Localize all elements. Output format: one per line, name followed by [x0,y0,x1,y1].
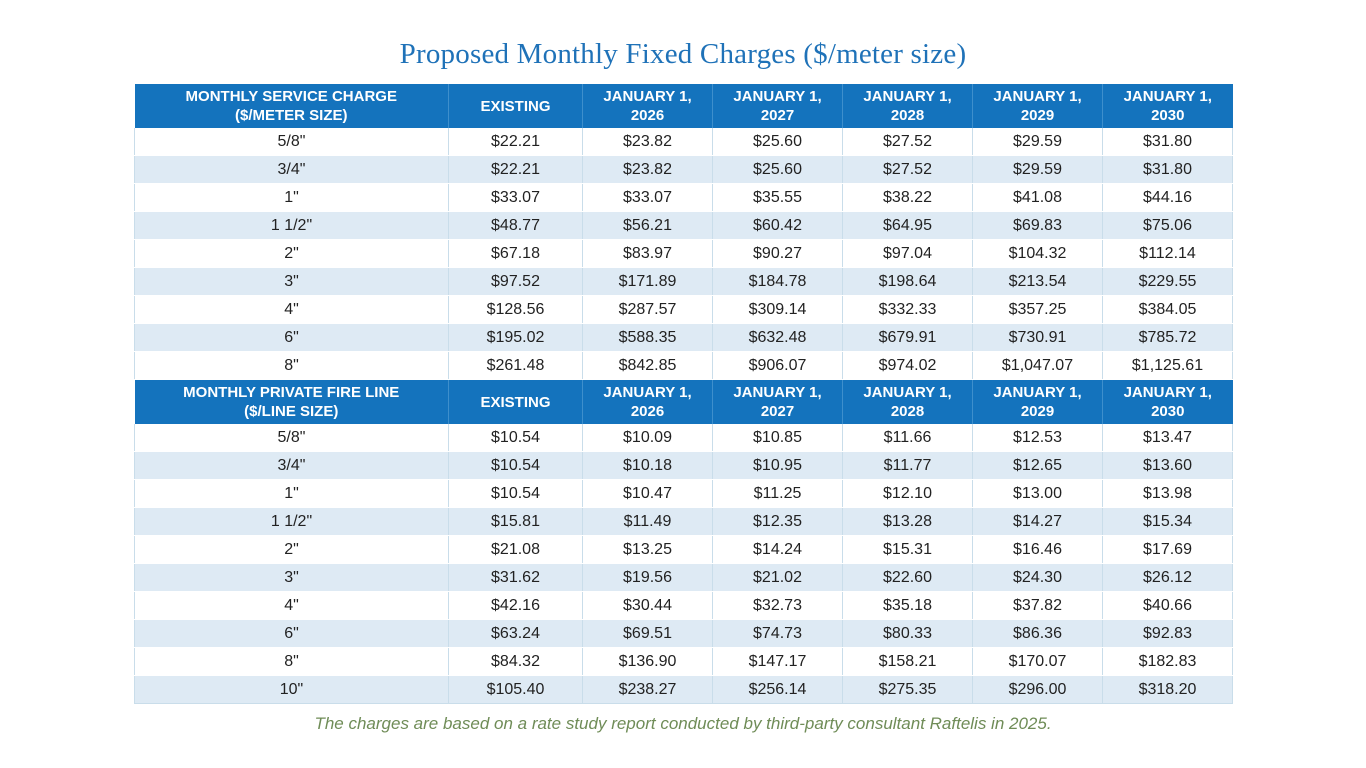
table-row [135,128,1233,156]
table-row [135,564,1233,592]
column-header [583,380,713,425]
rate-cell: $69.83 [973,212,1103,240]
rate-cell: $29.59 [973,156,1103,184]
column-header [713,380,843,425]
size-cell: 2" [135,536,449,564]
rate-cell: $10.54 [449,424,583,452]
table-row [135,508,1233,536]
rate-cell: $275.35 [843,676,973,704]
table-row [135,268,1233,296]
rate-cell: $171.89 [583,268,713,296]
rate-cell: $15.31 [843,536,973,564]
rate-cell: $309.14 [713,296,843,324]
rate-cell: $22.60 [843,564,973,592]
rate-cell: $1,125.61 [1103,352,1233,380]
rate-cell: $12.10 [843,480,973,508]
rate-cell: $16.46 [973,536,1103,564]
rate-cell: $11.77 [843,452,973,480]
size-cell: 6" [135,620,449,648]
rate-cell: $23.82 [583,156,713,184]
rate-cell: $12.53 [973,424,1103,452]
header-text-line: JANUARY 1, [993,384,1082,401]
rate-cell: $906.07 [713,352,843,380]
header-text-line: 2030 [1151,107,1185,124]
rate-cell: $170.07 [973,648,1103,676]
header-text-line: EXISTING [480,393,551,411]
size-cell: 8" [135,648,449,676]
table-row [135,424,1233,452]
rate-cell: $24.30 [973,564,1103,592]
rate-cell: $229.55 [1103,268,1233,296]
rate-cell: $14.24 [713,536,843,564]
rate-cell: $27.52 [843,128,973,156]
rate-cell: $35.18 [843,592,973,620]
header-text-line: JANUARY 1, [863,384,952,401]
rate-cell: $31.62 [449,564,583,592]
rate-cell: $213.54 [973,268,1103,296]
column-header [1103,380,1233,425]
header-text-line: ($/LINE SIZE) [244,403,339,420]
table-row [135,480,1233,508]
header-text-line: JANUARY 1, [603,384,692,401]
rate-cell: $86.36 [973,620,1103,648]
column-header [1103,84,1233,128]
header-text-line: JANUARY 1, [603,88,692,105]
size-cell: 1" [135,480,449,508]
rate-cell: $22.21 [449,128,583,156]
table-row [135,212,1233,240]
header-text-line: MONTHLY PRIVATE FIRE LINE [183,384,400,401]
rate-cell: $136.90 [583,648,713,676]
header-text-line: 2026 [630,403,665,420]
rate-cell: $42.16 [449,592,583,620]
rate-cell: $238.27 [583,676,713,704]
rate-cell: $147.17 [713,648,843,676]
rate-cell: $11.25 [713,480,843,508]
rate-cell: $1,047.07 [973,352,1103,380]
rate-cell: $679.91 [843,324,973,352]
rate-cell: $17.69 [1103,536,1233,564]
header-text-line: 2028 [890,403,925,420]
rate-cell: $11.49 [583,508,713,536]
column-header [713,84,843,128]
rate-cell: $287.57 [583,296,713,324]
header-text-line: 2029 [1020,107,1055,124]
rate-cell: $25.60 [713,156,843,184]
rate-cell: $69.51 [583,620,713,648]
size-cell: 6" [135,324,449,352]
rate-cell: $97.52 [449,268,583,296]
size-cell: 1" [135,184,449,212]
header-text-line: JANUARY 1, [1123,88,1212,105]
header-text-line: ($/METER SIZE) [234,107,348,124]
header-text-line: 2028 [890,107,925,124]
rate-cell: $32.73 [713,592,843,620]
rate-cell: $588.35 [583,324,713,352]
rate-cell: $56.21 [583,212,713,240]
rate-cell: $13.00 [973,480,1103,508]
rate-cell: $332.33 [843,296,973,324]
rate-cell: $22.21 [449,156,583,184]
rate-cell: $195.02 [449,324,583,352]
rate-cell: $256.14 [713,676,843,704]
size-cell: 3/4" [135,452,449,480]
rate-cell: $357.25 [973,296,1103,324]
rate-cell: $13.60 [1103,452,1233,480]
table-row [135,240,1233,268]
table-row [135,156,1233,184]
rate-cell: $67.18 [449,240,583,268]
rate-cell: $23.82 [583,128,713,156]
rate-cell: $12.35 [713,508,843,536]
rate-cell: $38.22 [843,184,973,212]
rate-cell: $10.54 [449,480,583,508]
rate-cell: $63.24 [449,620,583,648]
table-row [135,324,1233,352]
rate-cell: $13.47 [1103,424,1233,452]
rate-cell: $19.56 [583,564,713,592]
rate-cell: $41.08 [973,184,1103,212]
rate-cell: $33.07 [583,184,713,212]
table-row [135,620,1233,648]
rate-cell: $31.80 [1103,156,1233,184]
rate-cell: $10.54 [449,452,583,480]
column-header [449,380,583,425]
rate-cell: $35.55 [713,184,843,212]
rate-cell: $40.66 [1103,592,1233,620]
service-charge-section [135,84,1233,380]
rate-cell: $182.83 [1103,648,1233,676]
rate-cell: $13.98 [1103,480,1233,508]
rate-cell: $974.02 [843,352,973,380]
size-cell: 3/4" [135,156,449,184]
footnote: The charges are based on a rate study report conducted by third-party consultant Raftelis in 2025. [314,714,1052,733]
rate-cell: $60.42 [713,212,843,240]
column-header [973,84,1103,128]
header-row [135,84,1233,128]
table-row [135,184,1233,212]
page-title: Proposed Monthly Fixed Charges ($/meter size) [399,38,967,70]
column-header [449,84,583,128]
rate-cell: $128.56 [449,296,583,324]
column-header [583,84,713,128]
rate-cell: $48.77 [449,212,583,240]
size-cell: 1 1/2" [135,212,449,240]
rate-cell: $27.52 [843,156,973,184]
rates-table [134,84,1233,704]
rate-cell: $261.48 [449,352,583,380]
rate-cell: $25.60 [713,128,843,156]
rate-cell: $10.95 [713,452,843,480]
rate-cell: $84.32 [449,648,583,676]
rate-cell: $44.16 [1103,184,1233,212]
header-text-line: 2029 [1020,403,1055,420]
size-cell: 5/8" [135,128,449,156]
rate-cell: $296.00 [973,676,1103,704]
table-row [135,452,1233,480]
rate-cell: $30.44 [583,592,713,620]
rate-cell: $33.07 [449,184,583,212]
rate-cell: $64.95 [843,212,973,240]
rate-cell: $12.65 [973,452,1103,480]
header-text-line: 2026 [630,107,665,124]
header-text-line: JANUARY 1, [863,88,952,105]
rate-cell: $112.14 [1103,240,1233,268]
table-row [135,676,1233,704]
rate-cell: $15.34 [1103,508,1233,536]
size-cell: 4" [135,592,449,620]
table-row [135,648,1233,676]
rate-cell: $83.97 [583,240,713,268]
rate-cell: $105.40 [449,676,583,704]
header-text-line: 2027 [760,403,795,420]
rate-cell: $104.32 [973,240,1103,268]
size-cell: 3" [135,268,449,296]
size-cell: 4" [135,296,449,324]
size-cell: 2" [135,240,449,268]
rate-cell: $29.59 [973,128,1103,156]
rate-cell: $13.25 [583,536,713,564]
header-row [135,380,1233,425]
table-row [135,536,1233,564]
header-text-line: 2027 [760,107,795,124]
rate-cell: $158.21 [843,648,973,676]
header-text-line: JANUARY 1, [733,384,822,401]
size-cell: 10" [135,676,449,704]
header-text-line: JANUARY 1, [1123,384,1212,401]
column-header [843,84,973,128]
rate-cell: $75.06 [1103,212,1233,240]
rate-cell: $632.48 [713,324,843,352]
size-cell: 5/8" [135,424,449,452]
table-row [135,296,1233,324]
rate-cell: $90.27 [713,240,843,268]
rate-cell: $785.72 [1103,324,1233,352]
rate-cell: $80.33 [843,620,973,648]
rate-cell: $92.83 [1103,620,1233,648]
rate-cell: $14.27 [973,508,1103,536]
rate-cell: $26.12 [1103,564,1233,592]
header-text-line: JANUARY 1, [993,88,1082,105]
size-cell: 8" [135,352,449,380]
rate-cell: $37.82 [973,592,1103,620]
rate-cell: $318.20 [1103,676,1233,704]
rate-cell: $21.02 [713,564,843,592]
rate-cell: $184.78 [713,268,843,296]
rate-cell: $10.47 [583,480,713,508]
header-text-line: EXISTING [480,97,551,115]
rate-cell: $15.81 [449,508,583,536]
header-text-line: 2030 [1151,403,1185,420]
fire-line-section [135,380,1233,704]
section-title-header [135,380,449,425]
table-row [135,592,1233,620]
rate-cell: $384.05 [1103,296,1233,324]
rate-cell: $21.08 [449,536,583,564]
rate-cell: $74.73 [713,620,843,648]
rate-cell: $10.18 [583,452,713,480]
rate-cell: $10.85 [713,424,843,452]
section-title-header [135,84,449,128]
rate-cell: $10.09 [583,424,713,452]
rate-cell: $198.64 [843,268,973,296]
rate-cell: $97.04 [843,240,973,268]
size-cell: 1 1/2" [135,508,449,536]
column-header [843,380,973,425]
table-row [135,352,1233,380]
column-header [973,380,1103,425]
rate-cell: $11.66 [843,424,973,452]
header-text-line: JANUARY 1, [733,88,822,105]
rate-cell: $13.28 [843,508,973,536]
rate-cell: $842.85 [583,352,713,380]
size-cell: 3" [135,564,449,592]
rate-cell: $31.80 [1103,128,1233,156]
header-text-line: MONTHLY SERVICE CHARGE [185,88,397,105]
rate-cell: $730.91 [973,324,1103,352]
